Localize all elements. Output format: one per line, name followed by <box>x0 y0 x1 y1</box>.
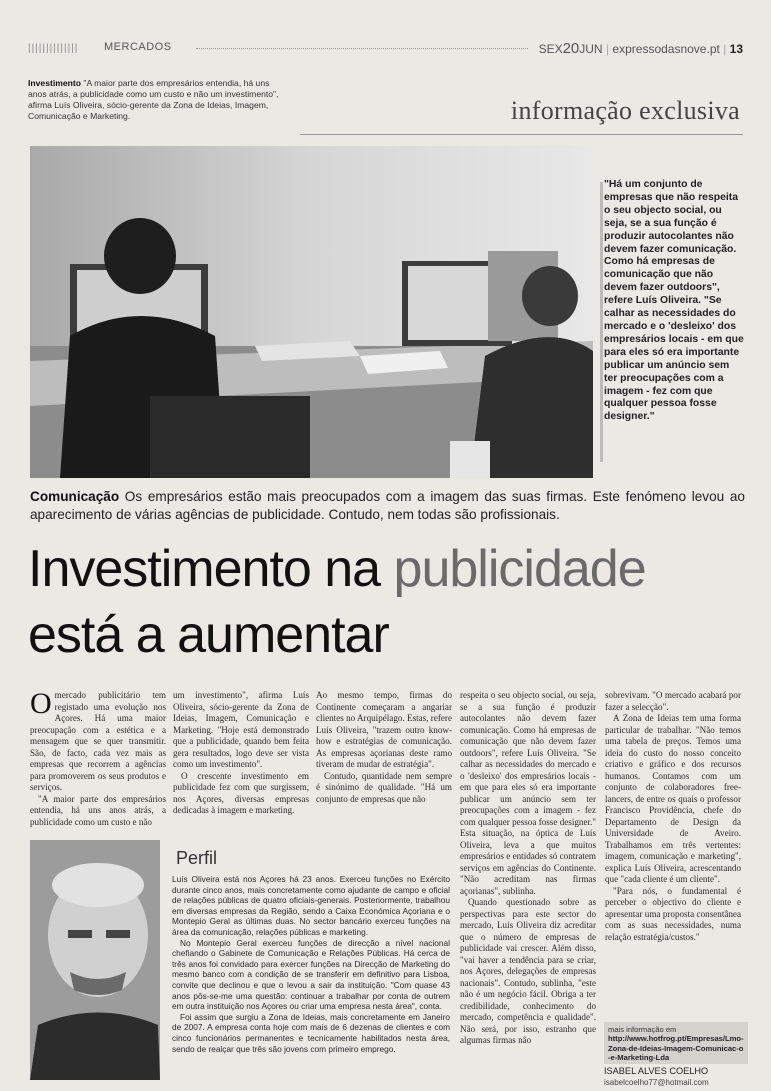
headline-part1: Investimento na <box>28 540 394 598</box>
header-rule <box>196 48 528 49</box>
col2-p2: O crescente investimento em publicidade fez com que surgissem, nos Açores, diversas empresas dedicadas à imagem e marketing. <box>173 770 309 815</box>
page-header <box>28 40 743 58</box>
col5-p1: sobrevivam. "O mercado acabará por fazer a selecção". <box>605 690 741 712</box>
more-info-url[interactable]: http://www.hotfrog.pt/Empresas/Lmo-Zona-de-Ideias-Imagem-Comunicac-o-e-Marketing-Lda <box>608 1034 744 1063</box>
portrait-photo <box>30 840 160 1080</box>
header-right: SEX20JUN | expressodasnove.pt | 13 <box>538 40 743 57</box>
kicker-rule <box>300 134 743 135</box>
header-date: 20 <box>562 40 580 57</box>
caption-text: Os empresários estão mais preocupados com a imagem das suas firmas. Este fenómeno levou ao aparecimento de várias agências de publicidade. Contudo, nem todas são profissionais. <box>30 489 745 522</box>
header-day: SEX <box>538 42 563 56</box>
author-email[interactable]: isabelcoelho77@hotmail.com <box>604 1078 709 1087</box>
col1-p1: mercado publicitário tem registado uma evolução nos Açores. Há uma maior preocupação com a estética e a mensagem que se quer transmitir. São, de facto, cada vez mais as empresas que recorrem a agências para promoverem os seus produtos e serviços. <box>30 690 166 792</box>
header-site: expressodasnove.pt <box>612 42 720 56</box>
body-column-3 <box>316 690 452 805</box>
perfil-text <box>172 874 450 1054</box>
col4-p1: respeita o seu objecto social, ou seja, se a sua função é produzir autocolantes não devem fazer comunicação. Como há empresas de comunicação que não devem fazer outdoors", refere Luís Oliveira. "Se calhar as necessidades do mercado e o 'desleixo' dos empresários locais - em que para eles só era importante publicar um anúncio sem ter preocupações com a imagem - fez com qualquer pessoa fosse designer." Esta situação, na óptica de Luís Oliveira, leva a que muitos empresários e entidades só contratem serviços em agências do Continente. "Não acreditam nas firmas açorianas", sublinha. <box>460 690 596 896</box>
headline-part3: está a aumentar <box>28 606 389 664</box>
body-column-1 <box>30 687 166 828</box>
body-column-5 <box>605 690 741 943</box>
col3-p1: Ao mesmo tempo, firmas do Continente começaram a angariar clientes no Arquipélago. Estas, refere Luís Oliveira, "trazem outro know-how e estratégias de comunicação. As empresas açorianas deste ramo tiveram de mudar de estratégia". <box>316 690 452 769</box>
body-column-4 <box>460 690 596 1047</box>
decorative-bars: |||||||||||||| <box>28 43 79 54</box>
perfil-p1: Luís Oliveira está nos Açores há 23 anos. Exerceu funções no Exército durante cinco anos, mais concretamente como ajudante de campo e oficial de relações públicas de quatro oficiais-generais. Posteriormente, trabalhou em diversas empresas da Região, sendo a Caixa Económica Açoriana e o Montepio Geral as últimas duas. No sector bancário exerceu funções na área da comunicação, relações públicas e marketing. <box>172 874 450 937</box>
headline <box>28 536 743 668</box>
intro-summary <box>28 78 288 122</box>
pull-quote: "Há um conjunto de empresas que não respeita o seu objecto social, ou seja, se a sua função é produzir autocolantes não devem fazer comunicação. Como há empresas de comunicação que não devem fazer outdoors", refere Luís Oliveira. "Se calhar as necessidades do mercado e o 'desleixo' dos empresários locais - em que para eles só era importante publicar um anúncio sem ter preocupações com a imagem - fez com que qualquer pessoa fosse designer." <box>604 179 744 423</box>
drop-cap: O <box>30 687 52 720</box>
photo-caption <box>30 488 745 524</box>
office-photo-illustration <box>30 146 593 478</box>
header-month: JUN <box>579 42 603 56</box>
more-info-box <box>604 1022 748 1064</box>
kicker-label: informação exclusiva <box>510 96 740 125</box>
col5-p2: A Zona de Ideias tem uma forma particular de trabalhar. "Não temos uma tabela de preços. Temos uma ideia do custo do nosso conceito criativo e gráfico e dos recursos humanos. Contamos com um conjunto de colaboradores free-lancers, de entre os quais o professor Francisco Providência, chefe do Departamento de Design da Universidade de Aveiro. Trabalhamos em três vertentes: imagem, comunicação e marketing", explica Luís Oliveira, acrescentando que "cada cliente é um cliente". <box>605 713 741 884</box>
portrait-illustration <box>30 840 160 1080</box>
page-number: 13 <box>729 42 743 56</box>
perfil-box <box>30 840 450 1084</box>
section-name: MERCADOS <box>104 41 172 53</box>
pull-quote-rule <box>600 182 603 462</box>
col5-p3: "Para nós, o fundamental é perceber o objectivo do cliente e apresentar uma proposta consentânea com as suas necessidades, numa relação estratégia/custos." <box>605 885 741 942</box>
body-column-2 <box>173 690 309 817</box>
col4-p2: Quando questionado sobre as perspectivas para este sector do mercado, Luís Oliveira diz acreditar que o número de empresas de publicidade vai crescer. Além disso, "vai haver a tendência para se criar, nos Açores, delegações de empresas nacionais". Contudo, sublinha, "este não é um negócio fácil. Obriga a ter credibilidade, conhecimento do mercado, competência e qualidade". Não será, por isso, estranho que algumas firmas não <box>460 897 596 1045</box>
author-byline: ISABEL ALVES COELHO <box>604 1066 709 1076</box>
perfil-p3: Foi assim que surgiu a Zona de Ideias, mais concretamente em Janeiro de 2007. A empresa conta hoje com mais de 6 dezenas de clientes e com cinco funcionários permanentes e tecnicamente habilitados nesta área, sendo de realçar que três são jovens com primeiro emprego. <box>172 1011 450 1054</box>
caption-label: Comunicação <box>30 489 120 504</box>
intro-label: Investimento <box>28 78 82 88</box>
headline-part2: publicidade <box>393 540 646 598</box>
more-info-label: mais informação em <box>608 1025 677 1034</box>
perfil-title: Perfil <box>176 848 218 868</box>
col3-p2: Contudo, quantidade nem sempre é sinónimo de qualidade. "Há um conjunto de empresas que não <box>316 770 452 804</box>
col2-p1: um investimento", afirma Luís Oliveira, sócio-gerente da Zona de Ideias, Imagem, Comunicação e Marketing. "Hoje está demonstrado que a publicidade, quando bem feita gera resultados, logo deve ser vista como um investimento". <box>173 690 309 769</box>
col1-p2: "A maior parte dos empresários entendia, há uns anos atrás, a publicidade como um custo e não <box>30 793 166 827</box>
perfil-p2: No Montepio Geral exerceu funções de direcção a nível nacional chefiando o Gabinete de Comunicação e Relações Públicas. Há cerca de três anos foi convidado para exercer funções na Direcção de Marketing do mesmo banco com a condição de se transferir em definitivo para Lisboa, convite que declinou e que o levou a sair da instituição. "Com quase 43 anos pôs-se-me uma questão: continuar a trabalhar por conta de outrem em outra instituição nos Açores ou criar uma empresa nesta área", conta. <box>172 937 450 1012</box>
office-photo <box>30 146 593 478</box>
intro-text: "A maior parte dos empresários entendia, há uns anos atrás, a publicidade como um custo e não um investimento", afirma Luís Oliveira, sócio-gerente da Zona de Ideias, Imagem, Comunicação e Marketing. <box>28 78 279 121</box>
